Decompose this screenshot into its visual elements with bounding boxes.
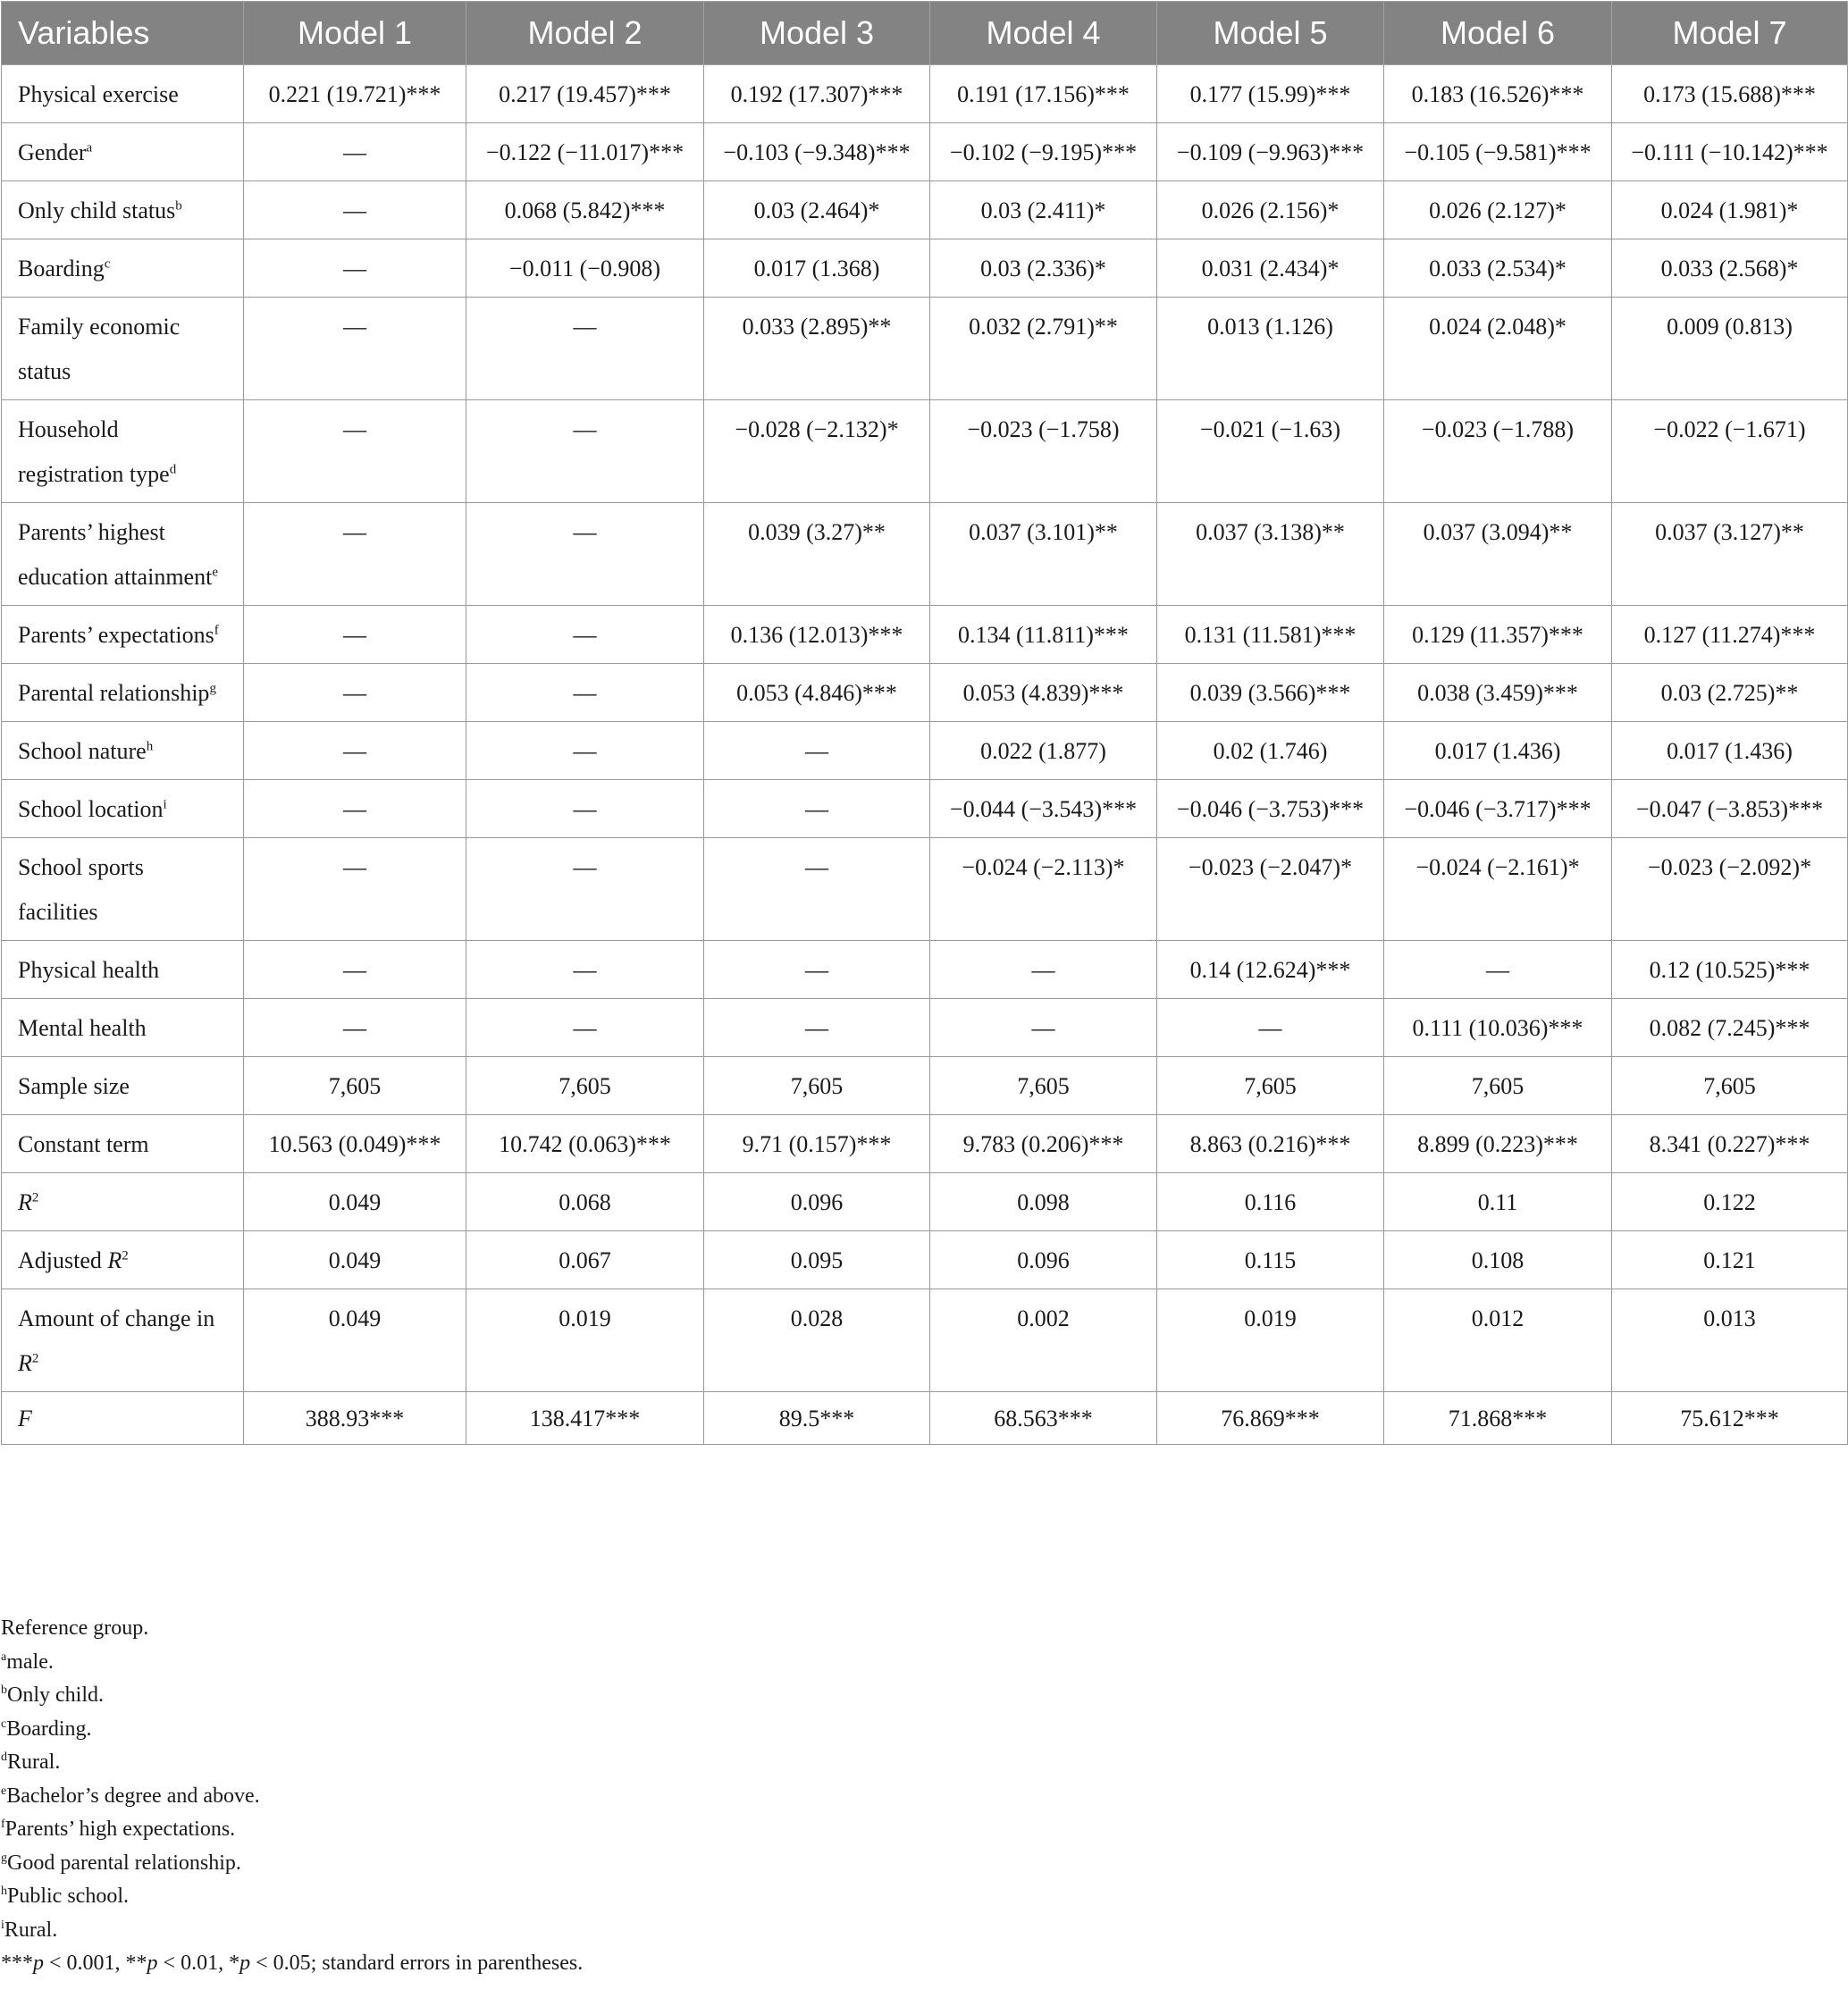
row-label: Boarding$^c$: [2, 239, 244, 298]
table-cell: −0.109 (−9.963)***: [1157, 123, 1384, 181]
table-cell: 0.038 (3.459)***: [1384, 664, 1612, 722]
table-cell: —: [466, 664, 704, 722]
table-cell: 0.095: [704, 1231, 930, 1289]
table-cell: —: [466, 298, 704, 400]
table-cell: 7,605: [244, 1057, 466, 1115]
row-label-footnote-mark: c: [104, 256, 111, 272]
table-cell: 0.026 (2.127)*: [1384, 181, 1612, 239]
table-cell: −0.046 (−3.717)***: [1384, 780, 1612, 838]
table-cell: 0.068 (5.842)***: [466, 181, 704, 239]
header-row: [2, 2, 1848, 65]
note-significance: ***p < 0.001, **p < 0.01, *p < 0.05; standard errors in parentheses.: [1, 1952, 584, 1975]
table-cell: 0.037 (3.127)**: [1612, 503, 1848, 606]
table-cell: 0.082 (7.245)***: [1612, 999, 1848, 1057]
table-cell: 10.563 (0.049)***: [244, 1115, 466, 1173]
table-cell: 7,605: [466, 1057, 704, 1115]
table-cell: 0.013 (1.126): [1157, 298, 1384, 400]
table-cell: 8.863 (0.216)***: [1157, 1115, 1384, 1173]
table-cell: 0.068: [466, 1173, 704, 1231]
table-cell: 0.217 (19.457)***: [466, 65, 704, 123]
table-cell: 0.115: [1157, 1231, 1384, 1289]
table-cell: 0.02 (1.746): [1157, 722, 1384, 780]
row-label: Parents’ highest education attainment$^e$: [2, 503, 244, 606]
table-cell: 0.096: [704, 1173, 930, 1231]
table-cell: −0.122 (−11.017)***: [466, 123, 704, 181]
table-cell: —: [466, 400, 704, 503]
table-cell: 9.783 (0.206)***: [930, 1115, 1157, 1173]
table-cell: 0.121: [1612, 1231, 1848, 1289]
header-model-5: Model 5: [1157, 2, 1384, 65]
footnote: $^i$Rural.: [1, 1918, 58, 1942]
table-cell: —: [244, 664, 466, 722]
table-cell: 75.612***: [1612, 1392, 1848, 1445]
table-cell: −0.011 (−0.908): [466, 239, 704, 298]
table-cell: 0.134 (11.811)***: [930, 606, 1157, 664]
table-cell: −0.023 (−1.758): [930, 400, 1157, 503]
table-cell: 0.013: [1612, 1289, 1848, 1392]
regression-table: [1, 1, 1848, 1445]
table-cell: 68.563***: [930, 1392, 1157, 1445]
footnote: $^d$Rural.: [1, 1750, 61, 1774]
table-cell: 0.022 (1.877): [930, 722, 1157, 780]
table-cell: 0.177 (15.99)***: [1157, 65, 1384, 123]
table-cell: 7,605: [1384, 1057, 1612, 1115]
table-cell: 388.93***: [244, 1392, 466, 1445]
table-cell: 0.024 (2.048)*: [1384, 298, 1612, 400]
footnote: $^a$male.: [1, 1650, 54, 1674]
table-cell: 0.173 (15.688)***: [1612, 65, 1848, 123]
table-row-f: [2, 1392, 1848, 1445]
table-row-household-registration-type: [2, 400, 1848, 503]
row-label-footnote-mark: b: [175, 198, 182, 214]
table-cell: 0.129 (11.357)***: [1384, 606, 1612, 664]
header-model-1: Model 1: [244, 2, 466, 65]
table-cell: −0.111 (−10.142)***: [1612, 123, 1848, 181]
table-cell: —: [244, 400, 466, 503]
table-cell: —: [466, 838, 704, 941]
table-cell: —: [1157, 999, 1384, 1057]
table-cell: −0.028 (−2.132)*: [704, 400, 930, 503]
row-label-footnote-mark: h: [146, 739, 154, 754]
table-cell: 0.096: [930, 1231, 1157, 1289]
table-cell: —: [466, 722, 704, 780]
row-label: Sample size: [2, 1057, 244, 1115]
table-cell: 7,605: [1157, 1057, 1384, 1115]
table-row-parents-highest-education-attainment: [2, 503, 1848, 606]
table-cell: 0.221 (19.721)***: [244, 65, 466, 123]
table-cell: −0.024 (−2.161)*: [1384, 838, 1612, 941]
table-cell: 0.032 (2.791)**: [930, 298, 1157, 400]
table-cell: —: [930, 999, 1157, 1057]
table-row-constant-term: [2, 1115, 1848, 1173]
table-cell: 0.03 (2.336)*: [930, 239, 1157, 298]
table-row-boarding: [2, 239, 1848, 298]
table-cell: 0.14 (12.624)***: [1157, 941, 1384, 999]
table-cell: 0.183 (16.526)***: [1384, 65, 1612, 123]
row-label: Only child status$^b$: [2, 181, 244, 239]
table-cell: —: [244, 780, 466, 838]
table-cell: 71.868***: [1384, 1392, 1612, 1445]
table-cell: —: [704, 941, 930, 999]
table-cell: —: [466, 941, 704, 999]
table-cell: —: [930, 941, 1157, 999]
row-label: School location$^i$: [2, 780, 244, 838]
row-label-footnote-mark: f: [214, 623, 219, 638]
row-label: Physical exercise: [2, 65, 244, 123]
table-cell: −0.023 (−2.092)*: [1612, 838, 1848, 941]
table-cell: 0.033 (2.895)**: [704, 298, 930, 400]
table-row-parental-relationship: [2, 664, 1848, 722]
table-row-family-economic-status: [2, 298, 1848, 400]
table-row-sample-size: [2, 1057, 1848, 1115]
table-cell: 0.039 (3.27)**: [704, 503, 930, 606]
table-cell: −0.103 (−9.348)***: [704, 123, 930, 181]
table-notes: [1, 1612, 1842, 1981]
table-cell: 7,605: [930, 1057, 1157, 1115]
table-cell: 0.108: [1384, 1231, 1612, 1289]
table-cell: 0.002: [930, 1289, 1157, 1392]
table-cell: 0.053 (4.839)***: [930, 664, 1157, 722]
table-cell: −0.021 (−1.63): [1157, 400, 1384, 503]
table-row-school-sports-facilities: [2, 838, 1848, 941]
row-label: Parental relationship$^g$: [2, 664, 244, 722]
table-cell: 0.009 (0.813): [1612, 298, 1848, 400]
table-cell: 0.11: [1384, 1173, 1612, 1231]
table-cell: 0.037 (3.094)**: [1384, 503, 1612, 606]
table-cell: —: [244, 722, 466, 780]
table-cell: −0.022 (−1.671): [1612, 400, 1848, 503]
table-cell: 0.03 (2.411)*: [930, 181, 1157, 239]
table-cell: 0.024 (1.981)*: [1612, 181, 1848, 239]
table-row-only-child-status: [2, 181, 1848, 239]
table-cell: 0.053 (4.846)***: [704, 664, 930, 722]
table-cell: —: [466, 780, 704, 838]
table-cell: −0.023 (−1.788): [1384, 400, 1612, 503]
row-label: $R^2$: [2, 1173, 244, 1231]
table-cell: 0.192 (17.307)***: [704, 65, 930, 123]
table-cell: 0.012: [1384, 1289, 1612, 1392]
table-cell: 0.037 (3.138)**: [1157, 503, 1384, 606]
footnote: $^f$Parents’ high expectations.: [1, 1818, 236, 1841]
table-cell: 0.033 (2.568)*: [1612, 239, 1848, 298]
table-cell: 0.131 (11.581)***: [1157, 606, 1384, 664]
table-cell: 0.049: [244, 1289, 466, 1392]
row-label: Physical health: [2, 941, 244, 999]
table-cell: −0.023 (−2.047)*: [1157, 838, 1384, 941]
row-label: Family economic status: [2, 298, 244, 400]
table-row-gender: [2, 123, 1848, 181]
header-variables: Variables: [2, 2, 244, 65]
footnote: $^c$Boarding.: [1, 1717, 92, 1741]
table-cell: 0.037 (3.101)**: [930, 503, 1157, 606]
table-cell: 0.049: [244, 1231, 466, 1289]
table-cell: —: [244, 941, 466, 999]
table-cell: 0.017 (1.436): [1384, 722, 1612, 780]
table-cell: 0.031 (2.434)*: [1157, 239, 1384, 298]
table-row-mental-health: [2, 999, 1848, 1057]
table-cell: —: [704, 722, 930, 780]
table-cell: 0.017 (1.368): [704, 239, 930, 298]
table-cell: 0.067: [466, 1231, 704, 1289]
table-row-r2: [2, 1173, 1848, 1231]
header-model-3: Model 3: [704, 2, 930, 65]
row-label-footnote-mark: e: [212, 565, 218, 580]
table-cell: 9.71 (0.157)***: [704, 1115, 930, 1173]
footnote: $^h$Public school.: [1, 1885, 129, 1908]
row-label: Adjusted $R^2$: [2, 1231, 244, 1289]
table-cell: —: [466, 606, 704, 664]
table-row-parents-expectations: [2, 606, 1848, 664]
table-cell: 0.049: [244, 1173, 466, 1231]
header-model-4: Model 4: [930, 2, 1157, 65]
table-cell: 0.03 (2.725)**: [1612, 664, 1848, 722]
table-cell: 89.5***: [704, 1392, 930, 1445]
table-cell: 0.017 (1.436): [1612, 722, 1848, 780]
row-label: Household registration type$^d$: [2, 400, 244, 503]
header-model-2: Model 2: [466, 2, 704, 65]
table-cell: 0.019: [466, 1289, 704, 1392]
table-row-school-location: [2, 780, 1848, 838]
row-label: Constant term: [2, 1115, 244, 1173]
table-cell: −0.024 (−2.113)*: [930, 838, 1157, 941]
row-label-footnote-mark: a: [86, 140, 93, 155]
table-cell: 8.341 (0.227)***: [1612, 1115, 1848, 1173]
table-cell: −0.046 (−3.753)***: [1157, 780, 1384, 838]
table-cell: 138.417***: [466, 1392, 704, 1445]
row-label: Mental health: [2, 999, 244, 1057]
table-row-adj-r2: [2, 1231, 1848, 1289]
table-cell: −0.047 (−3.853)***: [1612, 780, 1848, 838]
table-cell: 0.116: [1157, 1173, 1384, 1231]
table-body: [2, 65, 1848, 1445]
row-label-footnote-mark: d: [169, 462, 177, 477]
row-label: F: [2, 1392, 244, 1445]
table-cell: 10.742 (0.063)***: [466, 1115, 704, 1173]
table-cell: —: [1384, 941, 1612, 999]
table-cell: −0.105 (−9.581)***: [1384, 123, 1612, 181]
table-cell: —: [244, 606, 466, 664]
table-cell: —: [244, 838, 466, 941]
table-cell: −0.044 (−3.543)***: [930, 780, 1157, 838]
note-reference: Reference group.: [1, 1616, 149, 1640]
table-cell: —: [244, 999, 466, 1057]
table-cell: 0.026 (2.156)*: [1157, 181, 1384, 239]
row-label: Amount of change in $R^2$: [2, 1289, 244, 1392]
table-cell: 8.899 (0.223)***: [1384, 1115, 1612, 1173]
table-row-change-r2: [2, 1289, 1848, 1392]
table-row-physical-health: [2, 941, 1848, 999]
header-model-7: Model 7: [1612, 2, 1848, 65]
row-label-footnote-mark: i: [163, 797, 167, 812]
table-cell: —: [244, 503, 466, 606]
table-cell: −0.102 (−9.195)***: [930, 123, 1157, 181]
table-cell: 0.019: [1157, 1289, 1384, 1392]
table-cell: 0.191 (17.156)***: [930, 65, 1157, 123]
footnote: $^b$Only child.: [1, 1683, 104, 1707]
table-cell: 0.122: [1612, 1173, 1848, 1231]
table-cell: 0.039 (3.566)***: [1157, 664, 1384, 722]
table-cell: —: [466, 503, 704, 606]
table-cell: —: [244, 239, 466, 298]
table-cell: 0.028: [704, 1289, 930, 1392]
table-cell: 76.869***: [1157, 1392, 1384, 1445]
footnote: $^e$Bachelor’s degree and above.: [1, 1784, 260, 1808]
table-cell: —: [244, 123, 466, 181]
table-cell: 0.033 (2.534)*: [1384, 239, 1612, 298]
table-cell: 0.127 (11.274)***: [1612, 606, 1848, 664]
table-cell: 0.111 (10.036)***: [1384, 999, 1612, 1057]
table-cell: 0.098: [930, 1173, 1157, 1231]
table-cell: —: [704, 780, 930, 838]
row-label: Parents’ expectations$^f$: [2, 606, 244, 664]
table-cell: 0.03 (2.464)*: [704, 181, 930, 239]
table-cell: —: [704, 838, 930, 941]
header-model-6: Model 6: [1384, 2, 1612, 65]
footnote: $^g$Good parental relationship.: [1, 1851, 241, 1875]
table-row-school-nature: [2, 722, 1848, 780]
row-label: Gender$^a$: [2, 123, 244, 181]
table-cell: 7,605: [704, 1057, 930, 1115]
table-cell: —: [704, 999, 930, 1057]
footnote-list: [1, 1646, 1842, 1948]
table-row-physical-exercise: [2, 65, 1848, 123]
table-cell: 0.136 (12.013)***: [704, 606, 930, 664]
table-cell: 7,605: [1612, 1057, 1848, 1115]
row-label: School sports facilities: [2, 838, 244, 941]
row-label-footnote-mark: g: [209, 681, 216, 696]
table-cell: 0.12 (10.525)***: [1612, 941, 1848, 999]
row-label: School nature$^h$: [2, 722, 244, 780]
table-cell: —: [466, 999, 704, 1057]
table-cell: —: [244, 298, 466, 400]
table-cell: —: [244, 181, 466, 239]
